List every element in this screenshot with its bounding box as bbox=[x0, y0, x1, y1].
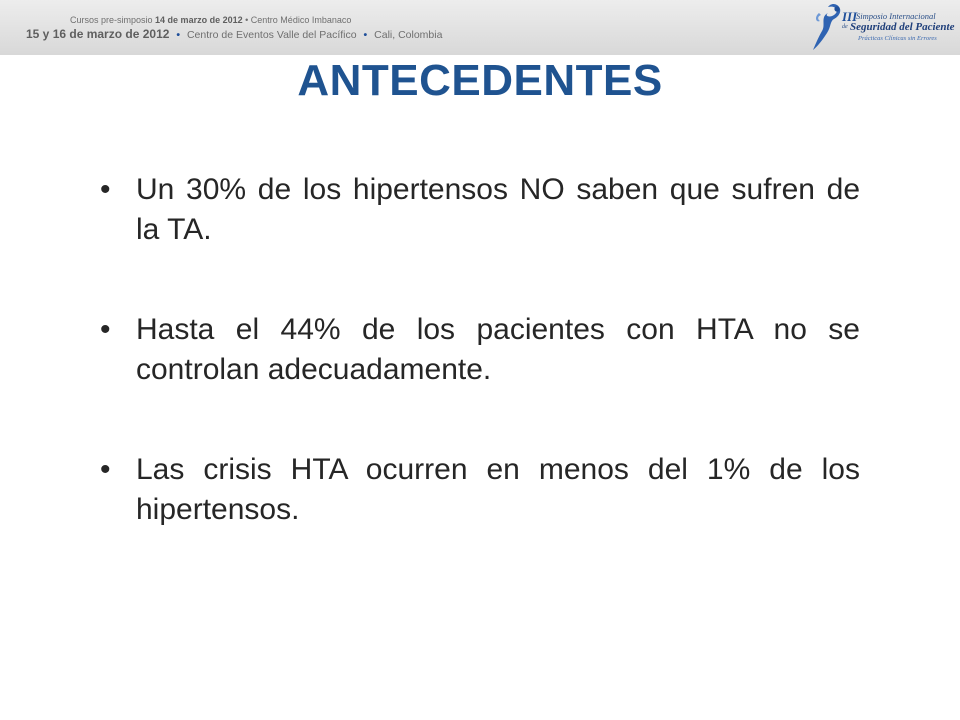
bullet-list bbox=[100, 170, 860, 590]
courses-date: 14 de marzo de 2012 bbox=[155, 15, 243, 25]
logo-de: de bbox=[842, 24, 848, 30]
bullet-item bbox=[100, 450, 860, 530]
header-banner bbox=[0, 0, 960, 55]
bullet-text: Un 30% de los hipertensos NO saben que sufren de la TA. bbox=[136, 173, 860, 246]
slide-title: ANTECEDENTES bbox=[297, 56, 663, 105]
bullet-icon: • bbox=[100, 313, 111, 346]
bullet-text: Las crisis HTA ocurren en menos del 1% de los hipertensos. bbox=[136, 453, 860, 526]
courses-place: Centro Médico Imbanaco bbox=[250, 15, 352, 25]
logo-line-1: Simposio Internacional bbox=[856, 11, 936, 21]
logo-line-3: Prácticas Clínicas sin Errores bbox=[858, 35, 937, 42]
bullet-icon: • bbox=[100, 173, 111, 206]
event-city: Cali, Colombia bbox=[374, 29, 443, 41]
courses-label: Cursos pre-simposio bbox=[70, 15, 153, 25]
event-date: 15 y 16 de marzo de 2012 bbox=[26, 27, 170, 41]
bullet-item bbox=[100, 170, 860, 250]
event-place: Centro de Eventos Valle del Pacífico bbox=[186, 29, 357, 41]
bullet-icon: • bbox=[100, 453, 111, 486]
bullet-item bbox=[100, 310, 860, 390]
symposium-logo bbox=[810, 3, 955, 53]
logo-line-2: Seguridad del Paciente bbox=[850, 21, 955, 33]
header-line-courses bbox=[70, 15, 351, 25]
separator-dot: • bbox=[176, 29, 181, 41]
flame-figure-icon bbox=[810, 3, 844, 53]
logo-roman-numeral: III bbox=[842, 9, 858, 24]
bullet-text: Hasta el 44% de los pacientes con HTA no se controlan adecuadamente. bbox=[136, 313, 860, 386]
separator-dot: • bbox=[363, 29, 368, 41]
separator-dot: • bbox=[245, 15, 249, 25]
header-line-event bbox=[26, 27, 442, 41]
